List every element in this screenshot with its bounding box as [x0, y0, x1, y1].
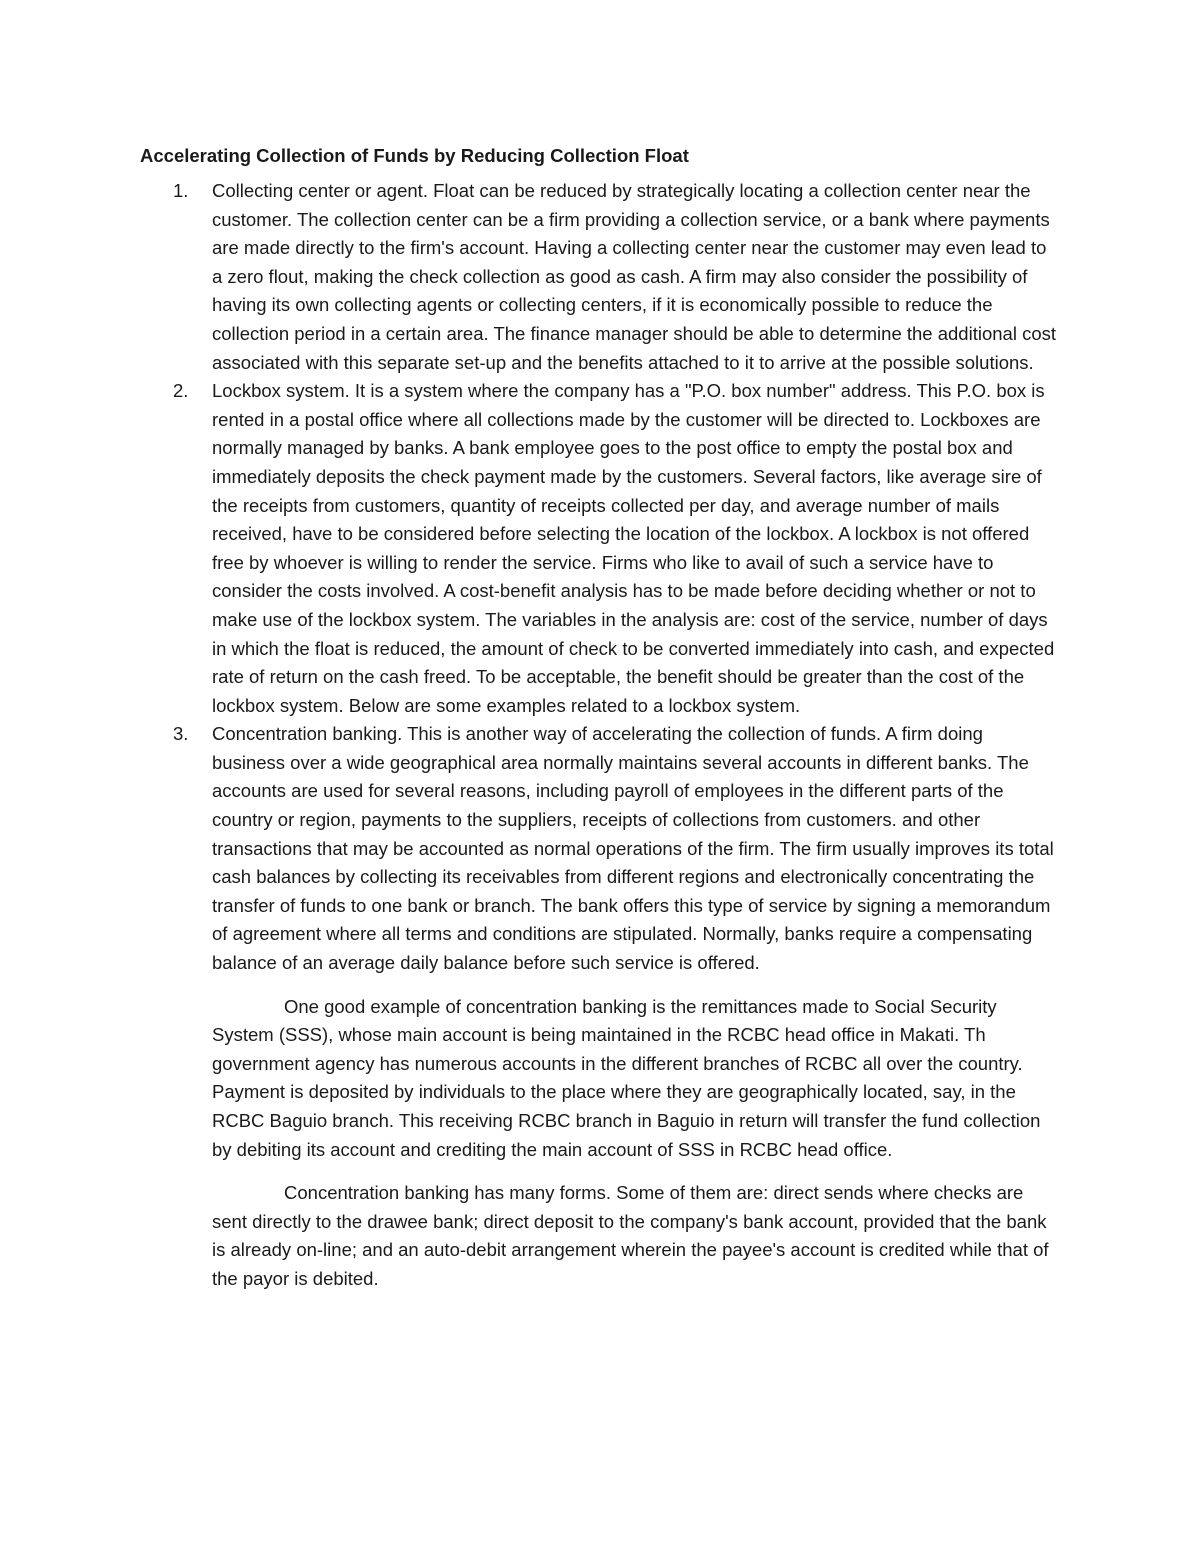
list-item [140, 720, 1060, 977]
document-title: Accelerating Collection of Funds by Reducing Collection Float [140, 145, 689, 166]
list-item [140, 177, 1060, 377]
list-number: 3. [173, 723, 189, 745]
body-paragraph: Concentration banking has many forms. Some of them are: direct sends where checks are sent directly to the drawee bank; direct deposit to the company's bank account, provided that the bank is already on-line; and an auto-debit arrangement wherein the payee's account is credited while that of the payor is debited. [212, 1182, 1049, 1289]
list-item-text: Collecting center or agent. Float can be reduced by strategically locating a collection center near the customer. The collection center can be a firm providing a collection service, or a bank where payments are made directly to the firm's account. Having a collecting center near the customer may even lead to a zero flout, making the check collection as good as cash. A firm may also consider the possibility of having its own collecting agents or collecting centers, if it is economically possible to reduce the collection period in a certain area. The finance manager should be able to determine the additional cost associated with this separate set-up and the benefits attached to it to arrive at the possible solutions. [212, 180, 1056, 373]
list-number: 2. [173, 380, 189, 402]
body-paragraph: One good example of concentration banking is the remittances made to Social Security System (SSS), whose main account is being maintained in the RCBC head office in Makati. Th government agency has numerous accounts in the different branches of RCBC all over the country. Payment is deposited by individuals to the place where they are geographically located, say, in the RCBC Baguio branch. This receiving RCBC branch in Baguio in return will transfer the fund collection by debiting its account and crediting the main account of SSS in RCBC head office. [212, 995, 1041, 1160]
list-item-text: Lockbox system. It is a system where the company has a "P.O. box number" address. This P.O. box is rented in a postal office where all collections made by the customer will be directed to. Lockboxes are normally managed by banks. A bank employee goes to the post office to empty the postal box and immediately deposits the check payment made by the customers. Several factors, like average sire of the receipts from customers, quantity of receipts collected per day, and average number of mails received, have to be considered before selecting the location of the lockbox. A lockbox is not offered free by whoever is willing to render the service. Firms who like to avail of such a service have to consider the costs involved. A cost-benefit analysis has to be made before deciding whether or not to make use of the lockbox system. The variables in the analysis are: cost of the service, number of days in which the float is reduced, the amount of check to be converted immediately into cash, and expected rate of return on the cash freed. To be acceptable, the benefit should be greater than the cost of the lockbox system. Below are some examples related to a lockbox system. [212, 380, 1055, 716]
list-number: 1. [173, 180, 189, 201]
numbered-list [140, 177, 1060, 978]
document-body [140, 142, 1060, 1294]
list-item [140, 377, 1060, 720]
list-item-text: Concentration banking. This is another way of accelerating the collection of funds. A firm doing business over a wide geographical area normally maintains several accounts in different banks. The accounts are used for several reasons, including payroll of employees in the different parts of the country or region, payments to the suppliers, receipts of collections from customers. and other transactions that may be accounted as normal operations of the firm. The firm usually improves its total cash balances by collecting its receivables from different regions and electronically concentrating the transfer of funds to one bank or branch. The bank offers this type of service by signing a memorandum of agreement where all terms and conditions are stipulated. Normally, banks require a compensating balance of an average daily balance before such service is offered. [212, 723, 1054, 974]
